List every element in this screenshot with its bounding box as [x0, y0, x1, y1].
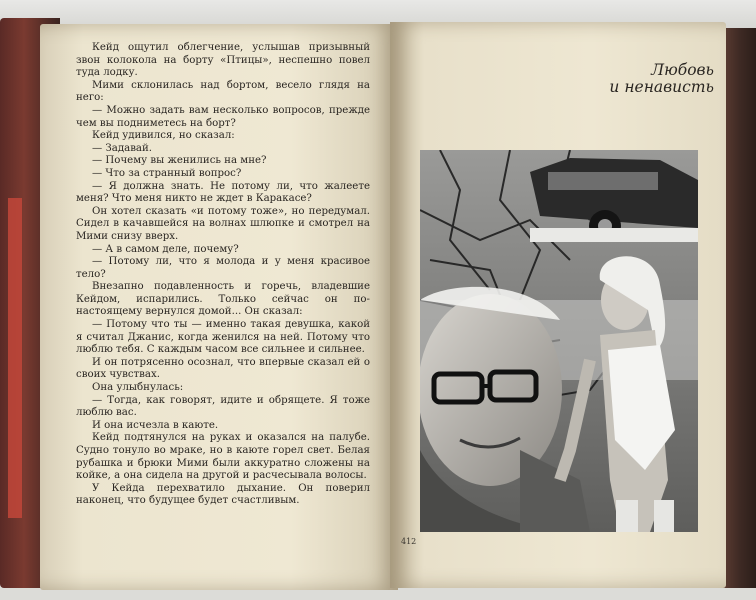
paragraph: — Я должна знать. Не потому ли, что жалеете меня? Что меня никто не ждет в Каракасе?	[76, 180, 370, 205]
paragraph: — Задавай.	[92, 142, 153, 154]
left-page	[40, 24, 398, 590]
left-page-text	[76, 42, 370, 508]
paragraph: И она исчезла в каюте.	[92, 419, 219, 431]
paragraph: Кейд подтянулся на руках и оказался на палубе. Судно тонуло во мраке, но в каюте горел свет. Белая рубашка и брюки Мими были аккуратно сложены на койке, а она сидела на другой и расчесывала волосы.	[76, 432, 370, 482]
paragraph: Она улыбнулась:	[92, 382, 184, 394]
paragraph: У Кейда перехватило дыхание. Он поверил наконец, что будущее будет счастливым.	[76, 482, 370, 507]
page-number: 412	[401, 537, 417, 546]
chapter-title-line-2: и ненависть	[609, 78, 714, 96]
right-page	[390, 22, 726, 588]
paragraph: — Что за странный вопрос?	[92, 167, 242, 179]
chapter-title	[604, 62, 714, 96]
paragraph: И он потрясенно осознал, что впервые сказал ей о своих чувствах.	[76, 356, 370, 381]
illustration-photo	[420, 150, 698, 532]
cover-spine-stripe	[8, 198, 22, 518]
paragraph: — Тогда, как говорят, идите и обрящете. Я тоже люблю вас.	[76, 394, 370, 419]
paragraph: — А в самом деле, почему?	[92, 243, 239, 255]
paragraph: Мими склонилась над бортом, весело глядя на него:	[76, 79, 370, 104]
paragraph: — Потому ли, что я молода и у меня красивое тело?	[76, 256, 370, 280]
photo-image	[420, 150, 698, 532]
open-book	[22, 22, 736, 592]
chapter-title-line-1: Любовь	[651, 61, 714, 79]
paragraph: Он хотел сказать «и потому тоже», но передумал. Сидел в качавшейся на волнах шлюпке и смотрел на Мими снизу вверх.	[76, 205, 370, 242]
paragraph: Кейд удивился, но сказал:	[92, 130, 235, 142]
paragraph: Внезапно подавленность и горечь, владевшие Кейдом, испарились. Только сейчас он по-настоящему вернулся домой... Он сказал:	[76, 281, 370, 318]
paragraph: — Можно задать вам несколько вопросов, прежде чем вы подниметесь на борт?	[76, 104, 370, 129]
paragraph: — Потому что ты — именно такая девушка, какой я считал Джанис, когда женился на ней. Потому что люблю тебя. С каждым часом все сильнее и сильнее.	[76, 319, 370, 356]
paragraph: — Почему вы женились на мне?	[92, 155, 267, 167]
paragraph: Кейд ощутил облегчение, услышав призывный звон колокола на борту «Птицы», неспешно повел туда лодку.	[76, 42, 370, 79]
